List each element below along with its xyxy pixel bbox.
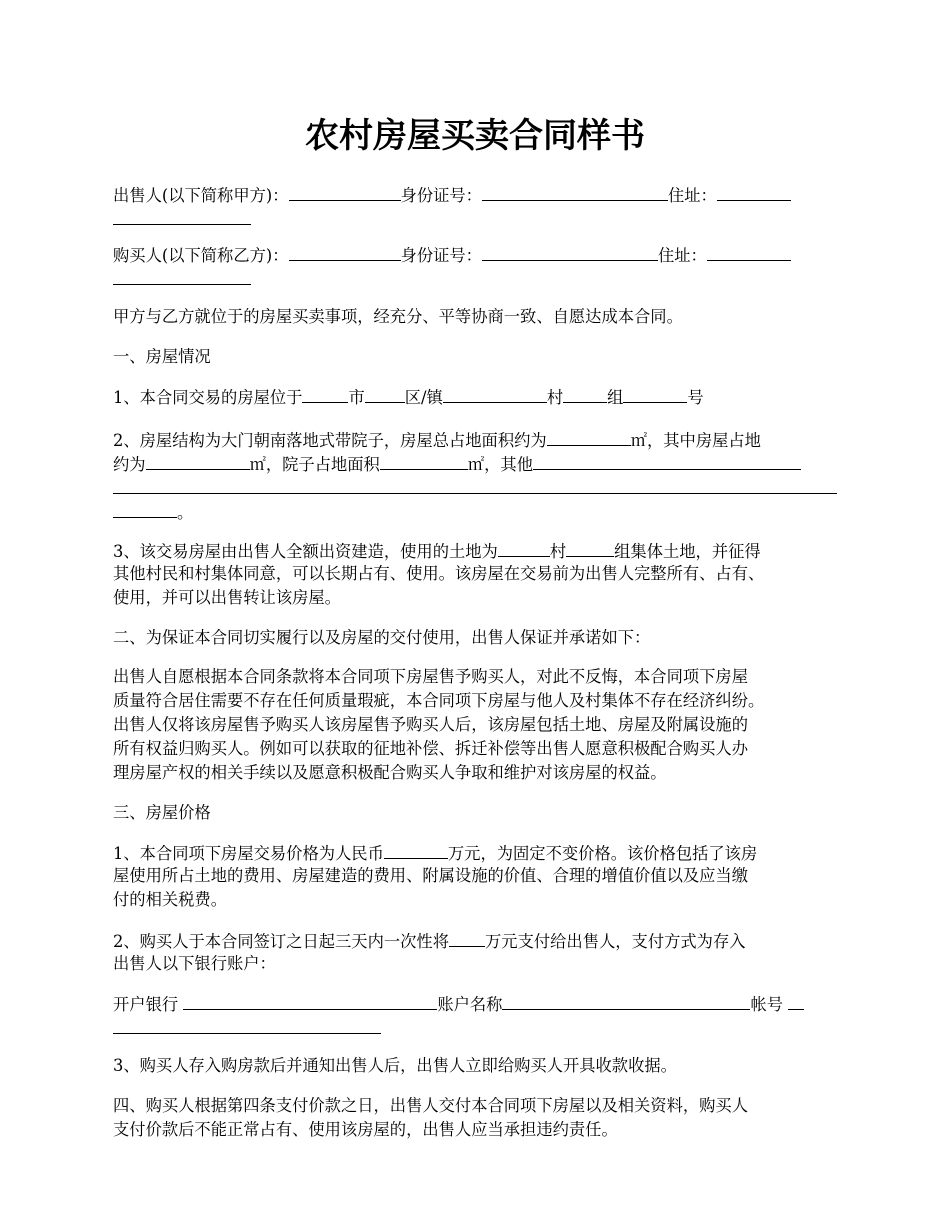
section-1-item-2: [113, 427, 761, 451]
seller-name-blank: [289, 182, 401, 201]
section-4-line-1: 四、购买人根据第四条支付价款之日，出售人交付本合同项下房屋以及相关资料，购买人: [113, 1096, 748, 1115]
section-2-line: 所有权益归购买人。例如可以获取的征地补偿、拆迁补偿等出售人愿意积极配合购买人办: [113, 739, 748, 758]
section-1-item-3-line-2: 其他村民和村集体同意，可以长期占有、使用。该房屋在交易前为出售人完整所有、占有、: [113, 564, 765, 583]
section-2-line: 理房屋产权的相关手续以及愿意积极配合购买人争取和维护对该房屋的权益。: [113, 763, 667, 782]
buyer-address-blank: [707, 242, 791, 261]
section-3-item-1: [113, 840, 757, 864]
account-name-label: 账户名称: [437, 995, 503, 1014]
section-1-item-2-line-4: [113, 499, 193, 523]
intro-paragraph: 甲方与乙方就位于的房屋买卖事项，经充分、平等协商一致、自愿达成本合同。: [113, 307, 683, 326]
account-number-blank-2: [113, 1015, 381, 1034]
payment-text-b: 万元支付给出售人，支付方式为存入: [485, 932, 746, 951]
district-blank: [365, 384, 405, 403]
number-label: 号: [687, 388, 704, 407]
item3-text-c: 组集体土地，并征得: [614, 542, 761, 561]
section-1-item-3: [113, 538, 761, 562]
item2-text-d: ㎡，院子占地面积: [249, 455, 380, 474]
seller-id-label: 身份证号：: [400, 186, 482, 205]
buyer-id-blank: [482, 242, 658, 261]
buyer-line: [113, 242, 791, 266]
section-3-item-2: [113, 928, 746, 952]
section-3-heading: 三、房屋价格: [113, 803, 211, 822]
group-blank: [563, 384, 607, 403]
yard-area-blank: [380, 451, 468, 470]
land-village-blank: [498, 538, 550, 557]
item2-text: 2、房屋结构为大门朝南落地式带院子，房屋总占地面积约为: [113, 431, 547, 450]
buyer-label: 购买人(以下简称乙方)：: [113, 246, 289, 265]
account-number-label: 帐号: [750, 995, 789, 1014]
section-4-line-2: 支付价款后不能正常占有、使用该房屋的，出售人应当承担违约责任。: [113, 1120, 618, 1139]
item2-text-c: 约为: [113, 455, 146, 474]
seller-address-label: 住址：: [667, 186, 717, 205]
account-name-blank: [502, 991, 750, 1010]
buyer-line-2: [113, 266, 251, 290]
district-label: 区/镇: [404, 388, 443, 407]
village-blank: [443, 384, 547, 403]
seller-label: 出售人(以下简称甲方)：: [113, 186, 289, 205]
number-blank: [623, 384, 687, 403]
item3-text: 3、该交易房屋由出售人全额出资建造，使用的土地为: [113, 542, 498, 561]
payment-amount-blank: [449, 928, 485, 947]
buyer-address-blank-2: [113, 266, 251, 285]
section-1-item-2-line-2: [113, 451, 801, 475]
buyer-name-blank: [289, 242, 401, 261]
buyer-id-label: 身份证号：: [400, 246, 482, 265]
group-label: 组: [607, 388, 624, 407]
seller-address-blank-2: [113, 206, 251, 225]
item2-text-b: ㎡，其中房屋占地: [630, 431, 761, 450]
price-text: 1、本合同项下房屋交易价格为人民币: [113, 844, 384, 863]
other-blank-3: [113, 499, 177, 518]
section-2-heading: 二、为保证本合同切实履行以及房屋的交付使用，出售人保证并承诺如下：: [113, 628, 651, 647]
section-3-item-3: 3、购买人存入购房款后并通知出售人后，出售人立即给购买人开具收款收据。: [113, 1056, 677, 1075]
seller-address-blank: [717, 182, 791, 201]
section-1-item-2-line-3: [113, 475, 837, 499]
document-title: 农村房屋买卖合同样书: [305, 116, 645, 156]
price-text-b: 万元，为固定不变价格。该价格包括了该房: [447, 844, 758, 863]
seller-id-blank: [482, 182, 668, 201]
other-blank-2: [113, 475, 837, 494]
bank-blank: [183, 991, 437, 1010]
section-1-item-3-line-3: 使用，并可以出售转让该房屋。: [113, 588, 341, 607]
section-3-item-2-line-2: 出售人以下银行账户：: [113, 954, 276, 973]
section-1-item-1: [113, 384, 704, 408]
section-3-item-1-line-2: 屋使用所占土地的费用、房屋建造的费用、附属设施的价值、合理的增值价值以及应当缴: [113, 866, 748, 885]
total-area-blank: [547, 427, 631, 446]
house-area-blank: [146, 451, 250, 470]
payment-text: 2、购买人于本合同签订之日起三天内一次性将: [113, 932, 449, 951]
buyer-address-label: 住址：: [657, 246, 707, 265]
seller-line: [113, 182, 791, 206]
section-2-line: 出售人仅将该房屋售予购买人该房屋售予购买人后，该房屋包括土地、房屋及附属设施的: [113, 715, 748, 734]
price-blank: [384, 840, 448, 859]
bank-info-line: [113, 991, 804, 1015]
bank-label: 开户银行: [113, 995, 184, 1014]
seller-line-2: [113, 206, 251, 230]
other-blank: [533, 451, 801, 470]
village-label: 村: [546, 388, 564, 407]
section-2-line: 质量符合居住需要不存在任何质量瑕疵，本合同项下房屋与他人及村集体不存在经济纠纷。: [113, 691, 765, 710]
item1-text: 1、本合同交易的房屋位于: [113, 388, 303, 407]
section-1-heading: 一、房屋情况: [113, 347, 211, 366]
item2-end: 。: [177, 503, 194, 522]
item2-text-e: ㎡，其他: [467, 455, 533, 474]
city-label: 市: [348, 388, 365, 407]
city-blank: [302, 384, 348, 403]
land-group-blank: [566, 538, 614, 557]
item3-text-b: 村: [549, 542, 567, 561]
section-2-line: 出售人自愿根据本合同条款将本合同项下房屋售予购买人，对此不反悔，本合同项下房屋: [113, 667, 748, 686]
section-3-item-1-line-3: 付的相关税费。: [113, 890, 227, 909]
account-number-blank: [788, 991, 804, 1010]
bank-info-line-2: [113, 1015, 381, 1039]
